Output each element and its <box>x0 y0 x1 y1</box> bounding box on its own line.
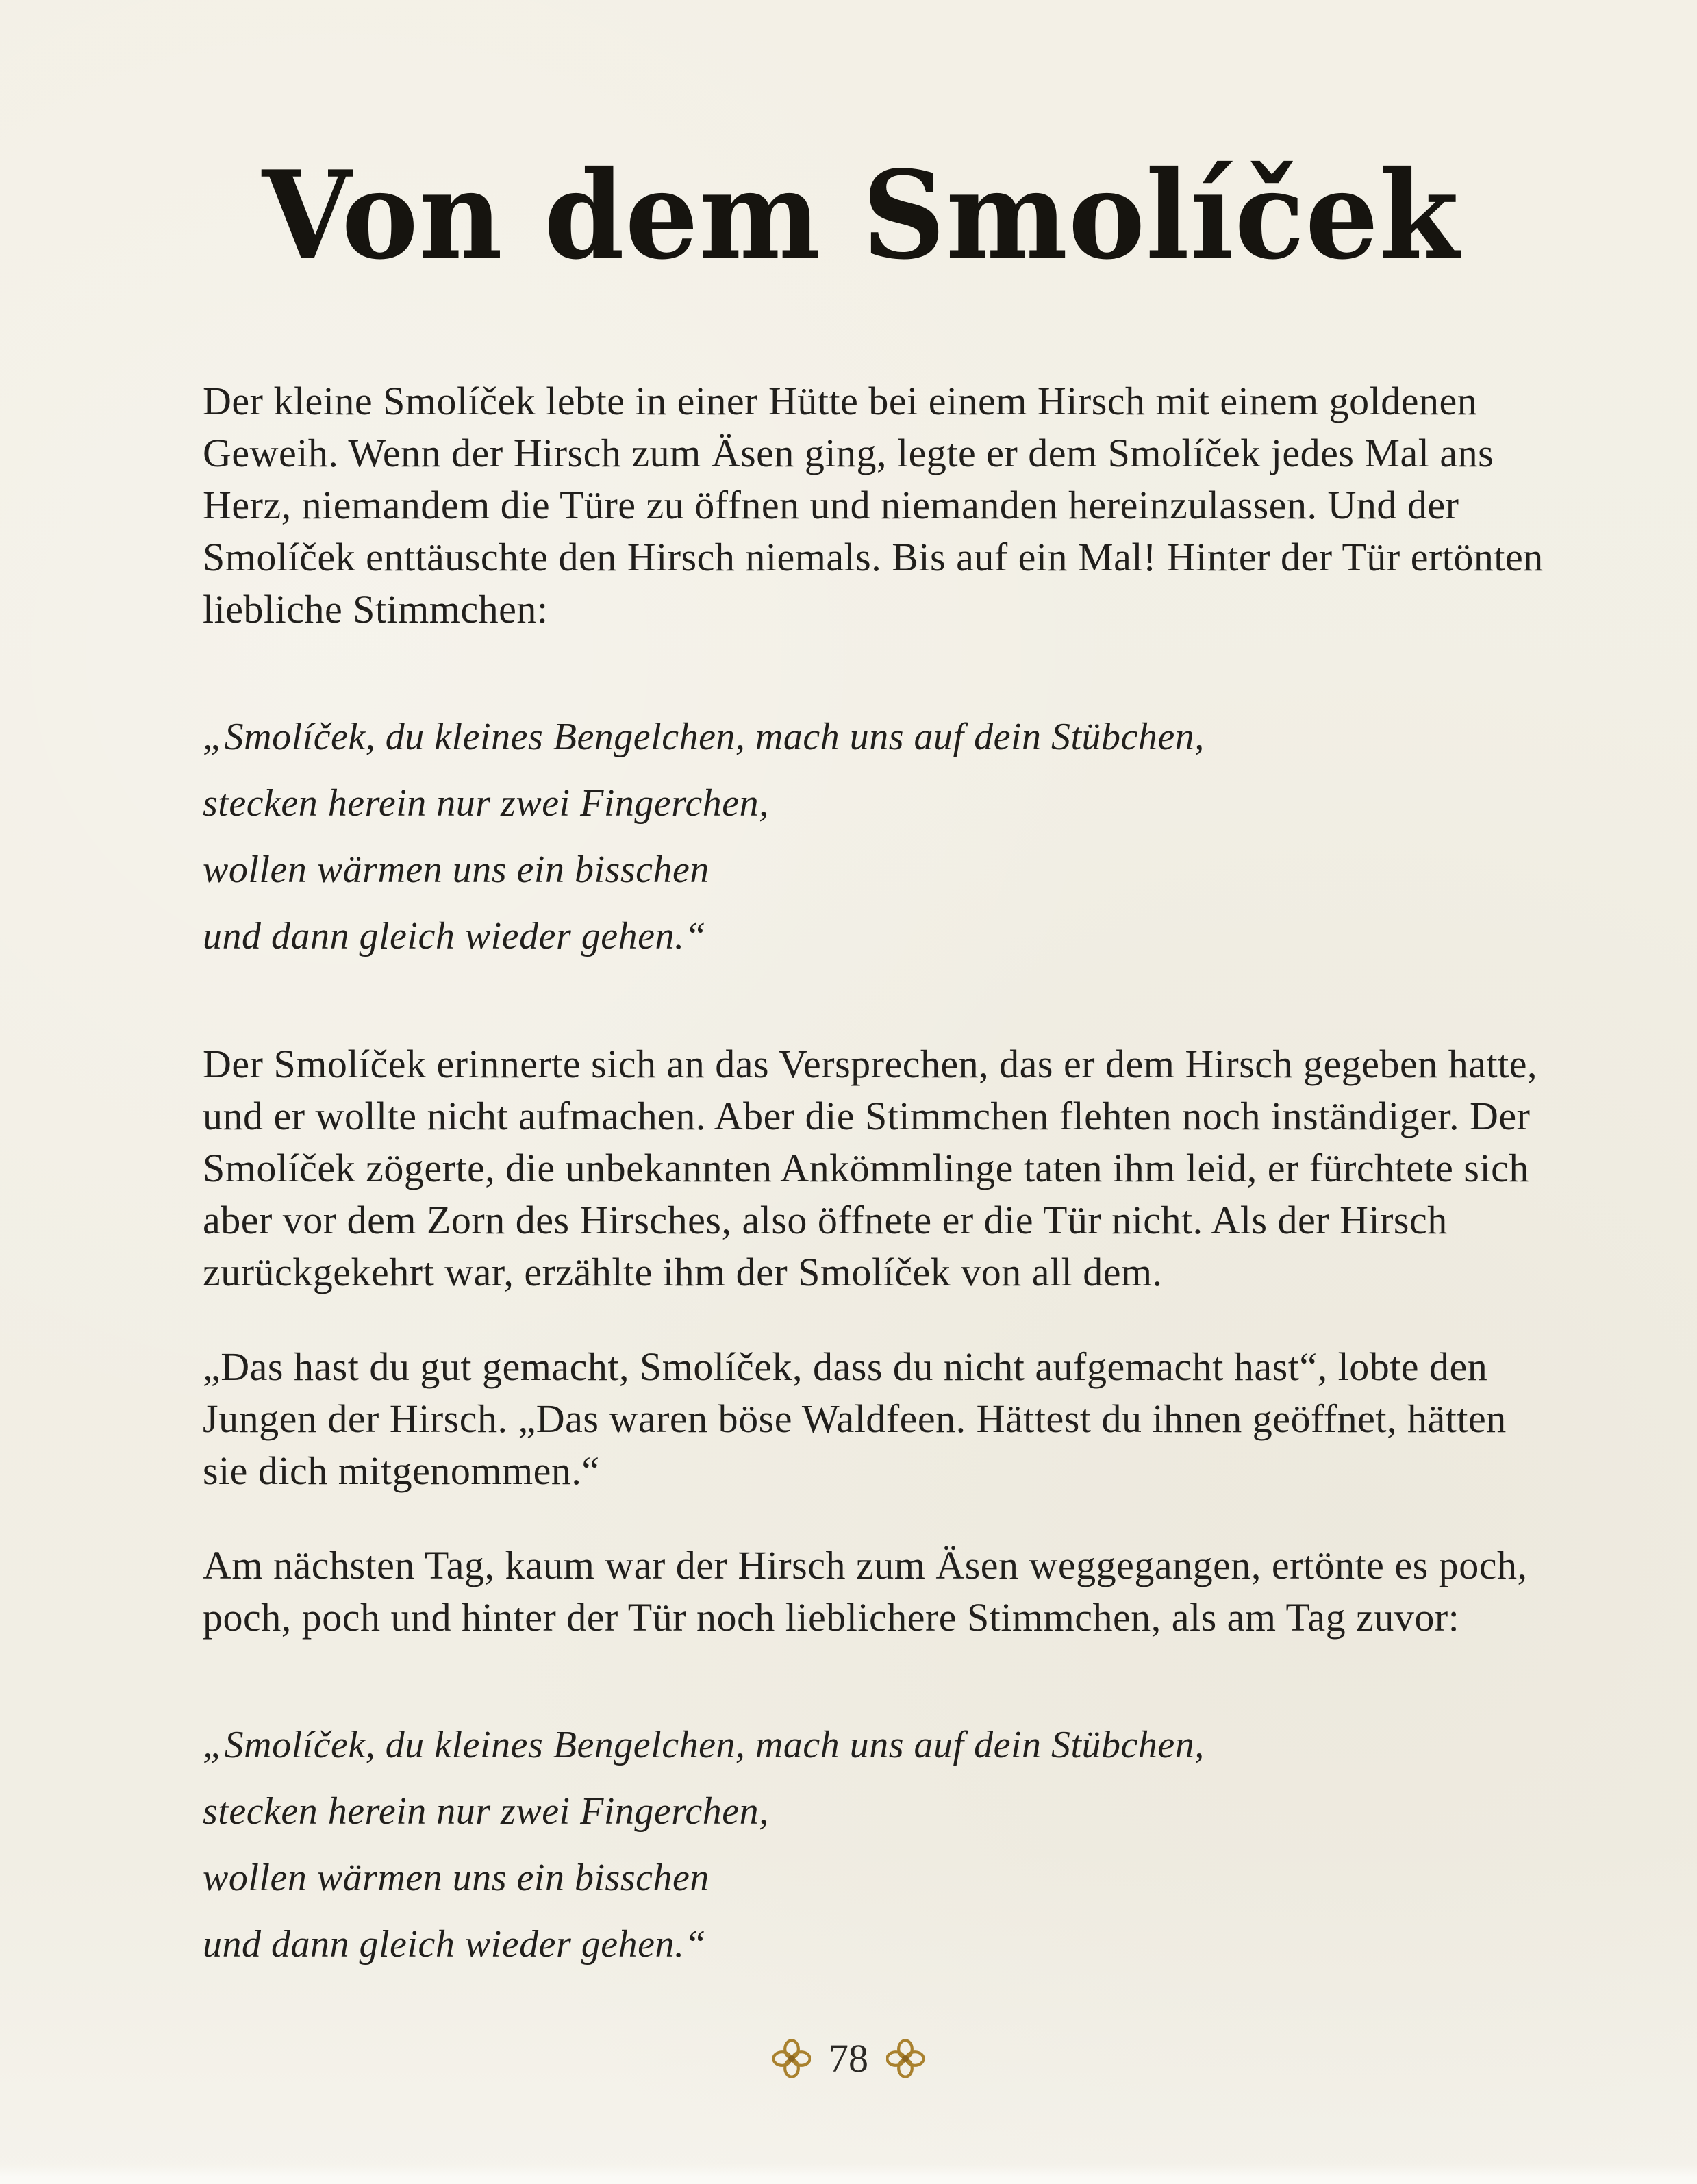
verse-line: stecken herein nur zwei Fingerchen, <box>203 782 769 825</box>
verse-line: „Smolíček, du kleines Bengelchen, mach uns auf dein Stübchen, <box>203 1724 1205 1766</box>
verse-line: stecken herein nur zwei Fingerchen, <box>203 1790 769 1833</box>
paragraph-3: „Das hast du gut gemacht, Smolíček, dass du nicht aufgemacht hast“, lobte den Jungen der Hirsch. „Das waren böse Waldfeen. Hättest du ihnen geöffnet, hätten sie dich mitgenommen.“ <box>203 1344 1507 1493</box>
verse-line: wollen wärmen uns ein bisschen <box>203 849 709 891</box>
page-number: 78 <box>829 2036 868 2081</box>
verse-1 <box>203 704 1560 970</box>
verse-line: und dann gleich wieder gehen.“ <box>203 915 707 957</box>
fleuron-icon-right <box>886 2039 925 2078</box>
paragraph-4: Am nächsten Tag, kaum war der Hirsch zum Äsen weggegangen, ertönte es poch, poch, poch und hinter der Tür noch lieblichere Stimmchen, als am Tag zuvor: <box>203 1543 1528 1640</box>
verse-2 <box>203 1712 1560 1978</box>
verse-line: wollen wärmen uns ein bisschen <box>203 1857 709 1899</box>
fleuron-icon-left <box>772 2039 811 2078</box>
page-title: Von dem Smolíček <box>262 144 1460 286</box>
verse-line: und dann gleich wieder gehen.“ <box>203 1923 707 1966</box>
page-bottom-edge <box>0 2163 1697 2184</box>
verse-line: „Smolíček, du kleines Bengelchen, mach uns auf dein Stübchen, <box>203 716 1205 758</box>
paragraph-2: Der Smolíček erinnerte sich an das Versprechen, das er dem Hirsch gegeben hatte, und er wollte nicht aufmachen. Aber die Stimmchen flehten noch inständiger. Der Smolíček zögerte, die unbekannten Ankömmlinge taten ihm leid, er fürchtete sich aber vor dem Zorn des Hirsches, also öffnete er die Tür nicht. Als der Hirsch zurückgekehrt war, erzählte ihm der Smolíček von all dem. <box>203 1042 1537 1294</box>
paragraph-1: Der kleine Smolíček lebte in einer Hütte bei einem Hirsch mit einem goldenen Geweih. Wenn der Hirsch zum Äsen ging, legte er dem Smolíček jedes Mal ans Herz, niemandem die Türe zu öffnen und niemanden hereinzulassen. Und der Smolíček enttäuschte den Hirsch niemals. Bis auf ein Mal! Hinter der Tür ertönten liebliche Stimmchen: <box>203 379 1544 631</box>
page-footer <box>0 2035 1697 2081</box>
